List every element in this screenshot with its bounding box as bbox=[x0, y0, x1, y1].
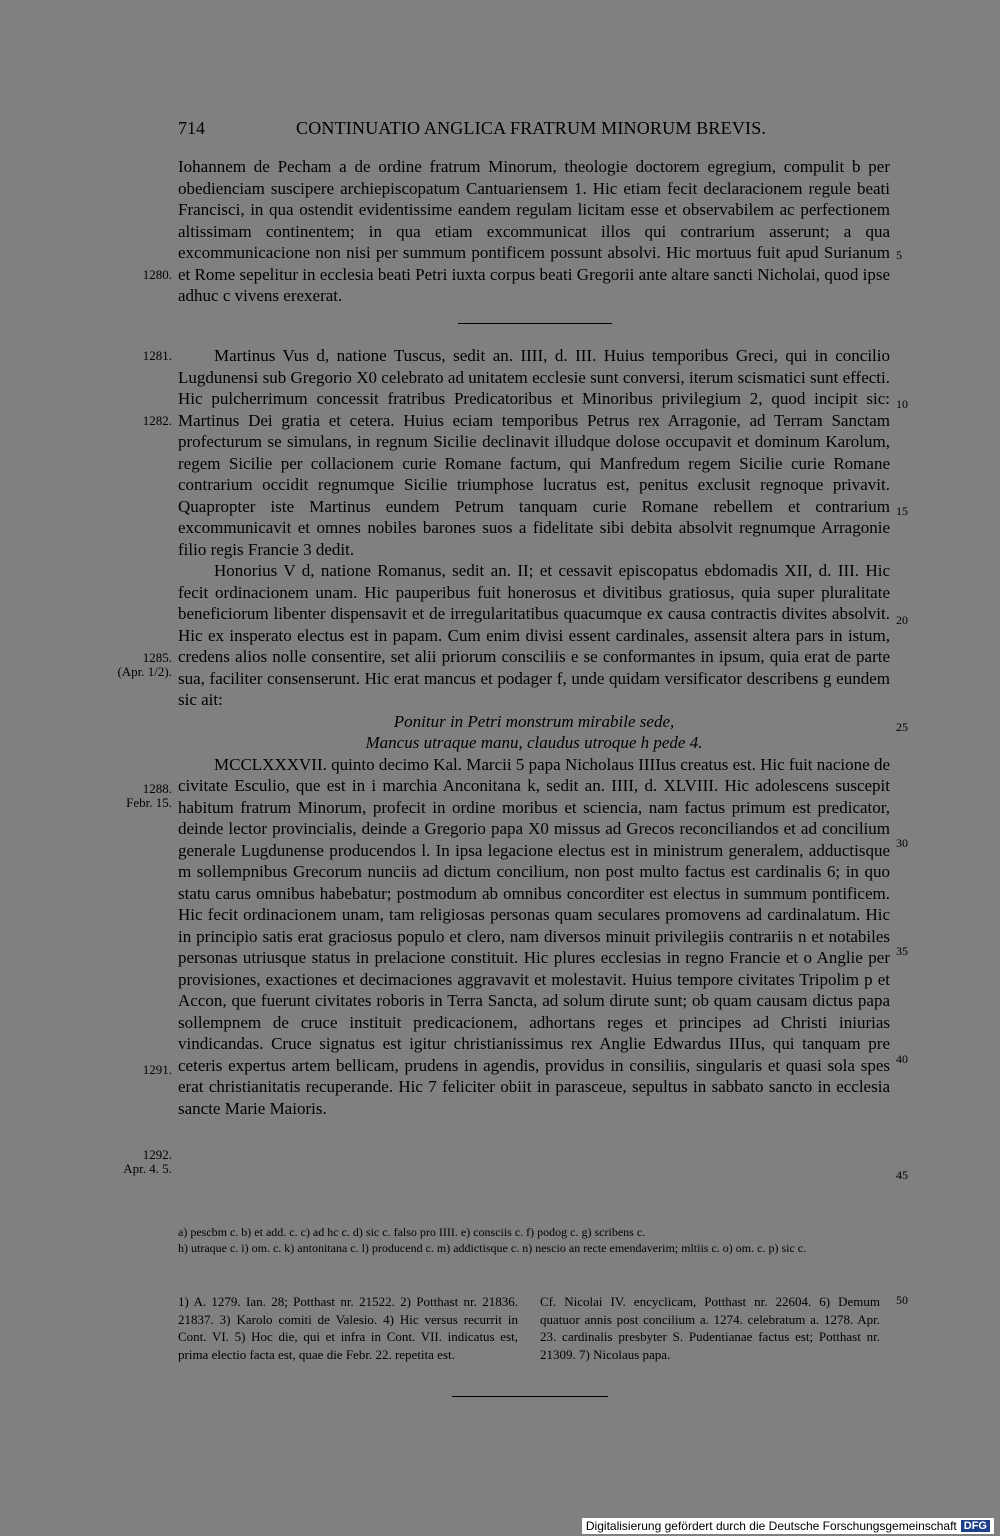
paragraph-pecham: Iohannem de Pecham a de ordine fratrum Minorum, theologie doctorem egregium, compulit b per obedienciam suscipere archiepiscopatum Cantuariensem 1. Hic etiam fecit declaracionem regule beati Francisci, in qua ostendit evidentissime eandem regulam licitam esse et observabilem ac perfectionem altissimam continentem; in qua etiam excommunicat illos qui contrarium asserunt; a qua excommunicacione non nisi per summum pontificem possunt absolvi. Hic mortuus fuit apud Surianum et Rome sepelitur in ecclesia beati Petri iuxta corpus beati Gregorii ante altare sancti Nicholai, quod ipse adhuc c vivens erexerat. bbox=[178, 157, 890, 305]
running-header bbox=[178, 118, 890, 142]
margin-date-1292-apr: Apr. 4. 5. bbox=[123, 1161, 172, 1176]
margin-date-1285: 1285. bbox=[142, 650, 172, 665]
paragraph-honorius: Honorius V d, natione Romanus, sedit an. II; et cessavit episcopatus ebdomadis XII, d. III. Hic fecit ordinacionem unam. Hic pauperibus fuit honerosus et divitibus gratiosus, quia super pluralitate beneficiorum libenter dispensavit et de irregularitatibus quacumque ex causa contractis divites absolvit. Hic ex insperato electus est in papam. Cum enim divisi essent cardinales, assensit altera pars in istum, credens alios nolle consentire, set alii priorum consciliis e se conformantes in ipsum, quia erat de parte sua, faciliter consenserunt. Hic erat mancus et podager f, unde quidam versificator describens g eundem sic ait: bbox=[178, 561, 890, 709]
verse-line-2: Mancus utraque manu, claudus utroque h pede 4. bbox=[365, 733, 703, 752]
margin-date-1285-apr: (Apr. 1/2). bbox=[117, 664, 172, 679]
line-number: 45 bbox=[896, 1168, 908, 1182]
margin-date-1291: 1291. bbox=[142, 1062, 172, 1077]
line-number: 30 bbox=[896, 836, 908, 850]
apparatus-line: h) utraque c. i) om. c. k) antonitana c. l) producend c. m) addictisque c. n) nescio an recte emendaverim; mltiis c. o) om. c. p) sic c. bbox=[178, 1241, 807, 1255]
page-number: 714 bbox=[178, 118, 205, 138]
dfg-logo: DFG bbox=[961, 1520, 990, 1532]
margin-date-1280: 1280. bbox=[142, 267, 172, 282]
line-number: 5 bbox=[896, 248, 902, 262]
margin-date-1288: 1288. bbox=[142, 781, 172, 796]
critical-apparatus bbox=[178, 1224, 890, 1256]
body-text-block-2 bbox=[178, 345, 890, 1119]
body-text-block-1 bbox=[178, 156, 890, 307]
line-number: 15 bbox=[896, 504, 908, 518]
digitization-credit bbox=[582, 1518, 994, 1534]
line-number: 10 bbox=[896, 397, 908, 411]
margin-date-1281: 1281. bbox=[142, 348, 172, 363]
line-number: 25 bbox=[896, 720, 908, 734]
section-divider bbox=[458, 323, 612, 324]
margin-date-1292: 1292. bbox=[142, 1147, 172, 1162]
credit-text: Digitalisierung gefördert durch die Deutsche Forschungsgemeinschaft bbox=[585, 1519, 957, 1533]
verse-line-1: Ponitur in Petri monstrum mirabile sede, bbox=[393, 711, 675, 731]
footnotes-right-column: Cf. Nicolai IV. encyclicam, Potthast nr. 22604. 6) Demum quatuor annis post concilium a. 1274. celebratum a. 1278. Apr. 23. cardinalis presbyter S. Pudentianae factus est; Potthast nr. 21309. 7) Nicolaus papa. bbox=[540, 1294, 880, 1362]
running-title: CONTINUATIO ANGLICA FRATRUM MINORUM BREVIS. bbox=[296, 118, 767, 138]
line-number: 35 bbox=[896, 944, 908, 958]
margin-date-1288-febr: Febr. 15. bbox=[126, 795, 172, 810]
paragraph-nicholaus: MCCLXXXVII. quinto decimo Kal. Marcii 5 papa Nicholaus IIIIus creatus est. Hic fuit nacione de civitate Esculio, que est in i marchia Anconitana k, sedit an. IIII, d. XLVIII. Hic adolescens suscepit habitum fratrum Minorum, profecit in ordine moribus et sciencia, nam factus primum est predicator, deinde lector provincialis, deinde a Gregorio papa X0 missus ad Grecos reconciliandos et ad concilium generale Lugdunense producendos l. In ipsa legacione electus est in ministrum generalem, adductisque m sollempnibus Grecorum nunciis ad dictum concilium, non post multo factus est cardinalis 6; in quo statu carus omnibus habebatur; postmodum ab omnibus concorditer est electus in summum pontificem. Hic fecit ordinacionem unam, tam religiosas personas quam seculares promovens ad cardinalatum. Hic in principio satis erat graciosus populo et clero, nam diversos minuit privilegiis contrariis n et notabiles personas utriusque status in prelacione constituit. Hic plures ecclesias in regno Francie et o Anglie per provisiones, exactiones et decimaciones aggravavit et molestavit. Huius tempore civitates Tripolim p et Accon, que fuerunt civitates roboris in Terra Sancta, ad solum dirute sunt; ob quam causam dictus papa sollempnem de cruce instituit predicacionem, adhortans reges et principes ad Christi iniurias vindicandas. Cruce signatus est igitur christianissimus rex Anglie Edwardus IIIus, qui tanquam pre ceteris expertus artem bellicam, prudens in agendis, providus in consiliis, singularis et quasi sola spes erat christianitatis recuperande. Hic 7 feliciter obiit in parasceue, sepultus in sabbato sancto in ecclesia sancte Marie Maioris. bbox=[178, 754, 890, 1118]
line-number: 40 bbox=[896, 1052, 908, 1066]
line-number: 50 bbox=[896, 1293, 908, 1307]
bottom-divider bbox=[452, 1396, 608, 1397]
line-number: 20 bbox=[896, 613, 908, 627]
margin-date-1282: 1282. bbox=[142, 413, 172, 428]
footnotes-left-column: 1) A. 1279. Ian. 28; Potthast nr. 21522. 2) Potthast nr. 21836. 21837. 3) Karolo comiti de Valesio. 4) Hic versus recurrit in Cont. VI. 5) Hoc die, qui et infra in Cont. VII. indicatus est, prima electio facta est, quae die Febr. 22. repetita est. bbox=[178, 1294, 518, 1362]
apparatus-line: a) pescbm c. b) et add. c. c) ad hc c. d) sic c. falso pro IIII. e) consciis c. f) podog c. g) scribens c. bbox=[178, 1225, 646, 1239]
paragraph-martinus: Martinus Vus d, natione Tuscus, sedit an. IIII, d. III. Huius temporibus Greci, qui in concilio Lugdunensi sub Gregorio X0 celebrato ad unitatem ecclesie sunt conversi, iterum scismatici sunt effecti. Hic pulcherrimum concessit fratribus Predicatoribus et Minoribus privilegium 2, quod incipit sic: Martinus Dei gratia et cetera. Huius eciam temporibus Petrus rex Arragonie, ad Terram Sanctam profecturum se simulans, in regnum Sicilie declinavit illudque dolose occupavit et dominum Karolum, regem Sicilie per collacionem curie Romane factum, qui Manfredum regem Sicilie curie Romane contrarium occidit regnumque Sicilie triumphose lucratus est, penitus exclusit regnoque privavit. Quapropter iste Martinus eundem Petrum tanquam curie Romane rebellem et contrarium excommunicavit et omnes nobiles barones suos a fidelitate sibi debita absolvit regnumque Arragonie filio regis Francie 3 dedit. bbox=[178, 346, 890, 559]
